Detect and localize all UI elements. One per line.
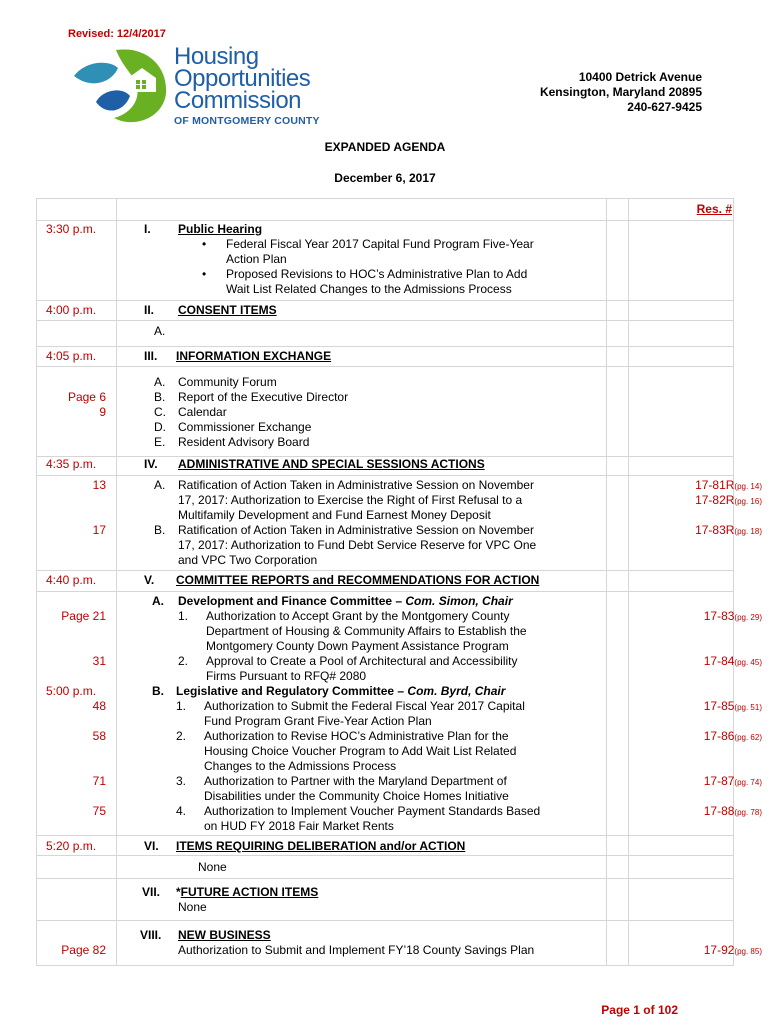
item-vii-title xyxy=(176,885,318,900)
item-i-bullet1-line2: Action Plan xyxy=(226,252,287,266)
item-vii-title-text: FUTURE ACTION ITEMS xyxy=(180,885,319,899)
item-iv-page-a: 13 xyxy=(92,478,106,492)
bullet-icon: • xyxy=(202,267,207,281)
item-v-a1-line3: Montgomery County Down Payment Assistance Program xyxy=(206,639,509,653)
item-v-page-71: 71 xyxy=(92,774,106,788)
agenda-date: December 6, 2017 xyxy=(334,171,436,185)
item-iii-label-c: C. xyxy=(154,405,166,419)
item-v-page-31: 31 xyxy=(92,654,106,668)
item-v-b4-number: 4. xyxy=(176,804,187,818)
item-iii-label-d: D. xyxy=(154,420,166,434)
item-iv-a-line2: 17, 2017: Authorization to Exercise the Right of First Refusal to a xyxy=(178,493,523,507)
res-17-83 xyxy=(652,609,762,625)
res-number: 17-83R xyxy=(695,523,735,537)
address-street: 10400 Detrick Avenue xyxy=(578,70,702,84)
item-iii-text-c: Calendar xyxy=(178,405,227,419)
res-page-ref: (pg. 74) xyxy=(734,778,762,787)
res-number: 17-88 xyxy=(703,804,735,818)
item-v-a2-line2: Firms Pursuant to RFQ# 2080 xyxy=(206,669,367,683)
item-iii-page-c: 9 xyxy=(99,405,106,419)
item-vii-number: VII. xyxy=(142,885,161,899)
res-number: 17-85 xyxy=(703,699,735,713)
item-iii-text-a: Community Forum xyxy=(178,375,277,389)
res-column-header: Res. # xyxy=(696,202,732,216)
time-iv: 4:35 p.m. xyxy=(46,457,97,471)
item-i-title: Public Hearing xyxy=(178,222,263,236)
item-iv-label-b: B. xyxy=(154,523,166,537)
logo-leaf-icon xyxy=(66,46,176,128)
item-vii-none: None xyxy=(178,900,207,914)
item-ii-title: CONSENT ITEMS xyxy=(178,303,277,317)
item-iii-text-d: Commissioner Exchange xyxy=(178,420,312,434)
item-v-b3-line2: Disabilities under the Community Choice Homes Initiative xyxy=(204,789,509,803)
res-number: 17-81R xyxy=(695,478,735,492)
item-iii-page-b: Page 6 xyxy=(67,390,106,404)
committee-chair: Com. Simon, Chair xyxy=(405,594,513,608)
logo-line-opportunities: Opportunities xyxy=(174,65,311,92)
item-iii-label-b: B. xyxy=(154,390,166,404)
item-v-a1-line2: Department of Housing & Community Affairs to Establish the xyxy=(206,624,527,638)
item-iii-number: III. xyxy=(144,349,158,363)
item-iii-label-a: A. xyxy=(154,375,166,389)
time-i: 3:30 p.m. xyxy=(46,222,97,236)
logo-subtitle: OF MONTGOMERY COUNTY xyxy=(174,115,320,127)
agenda-table xyxy=(36,198,762,966)
item-iv-label-a: A. xyxy=(154,478,166,492)
item-v-b1-line2: Fund Program Grant Five-Year Action Plan xyxy=(204,714,432,728)
item-v-b4-line1: Authorization to Implement Voucher Payment Standards Based xyxy=(204,804,541,818)
item-v-label-a: A. xyxy=(152,594,164,608)
item-v-b1-line1: Authorization to Submit the Federal Fiscal Year 2017 Capital xyxy=(204,699,525,713)
item-v-b4-line2: on HUD FY 2018 Fair Market Rents xyxy=(204,819,394,833)
time-vi: 5:20 p.m. xyxy=(46,839,97,853)
item-iv-a-line1: Ratification of Action Taken in Administrative Session on November xyxy=(178,478,534,492)
revised-date: Revised: 12/4/2017 xyxy=(68,28,166,40)
item-v-page-58: 58 xyxy=(92,729,106,743)
item-ii-a: A. xyxy=(154,324,166,338)
item-iv-title: ADMINISTRATIVE AND SPECIAL SESSIONS ACTIONS xyxy=(178,457,485,471)
item-iv-page-b: 17 xyxy=(92,523,106,537)
page-number: Page 1 of 102 xyxy=(601,1003,678,1017)
item-v-a2-line1: Approval to Create a Pool of Architectural and Accessibility xyxy=(206,654,518,668)
item-v-b2-line3: Changes to the Admissions Process xyxy=(204,759,397,773)
item-v-number: V. xyxy=(144,573,155,587)
item-v-b2-line2: Housing Choice Voucher Program to Add Wait List Related xyxy=(204,744,517,758)
item-i-bullet2-line1: Proposed Revisions to HOC’s Administrative Plan to Add xyxy=(226,267,528,281)
bullet-icon: • xyxy=(202,237,207,251)
time-v: 4:40 p.m. xyxy=(46,573,97,587)
item-iii-text-e: Resident Advisory Board xyxy=(178,435,310,449)
item-i-bullet2-line2: Wait List Related Changes to the Admissions Process xyxy=(226,282,512,296)
page-title: EXPANDED AGENDA xyxy=(324,140,446,154)
res-17-82r xyxy=(652,493,762,509)
item-v-a1-line1: Authorization to Accept Grant by the Montgomery County xyxy=(206,609,510,623)
res-page-ref: (pg. 14) xyxy=(734,482,762,491)
item-v-b3-line1: Authorization to Partner with the Maryland Department of xyxy=(204,774,507,788)
hoc-logo xyxy=(66,43,356,127)
item-v-title: COMMITTEE REPORTS and RECOMMENDATIONS FOR ACTION xyxy=(176,573,540,587)
res-page-ref: (pg. 51) xyxy=(734,703,762,712)
res-17-81r xyxy=(652,478,762,494)
logo-line-commission: Commission xyxy=(174,87,302,114)
res-page-ref: (pg. 45) xyxy=(734,658,762,667)
item-v-b2-number: 2. xyxy=(176,729,187,743)
time-ii: 4:00 p.m. xyxy=(46,303,97,317)
res-17-87 xyxy=(652,774,762,790)
committee-chair: Com. Byrd, Chair xyxy=(407,684,506,698)
res-17-83r xyxy=(652,523,762,539)
item-v-a-heading xyxy=(178,594,513,609)
res-number: 17-86 xyxy=(703,729,735,743)
time-iii: 4:05 p.m. xyxy=(46,349,97,363)
committee-name: Development and Finance Committee – xyxy=(178,594,406,608)
logo-line-housing: Housing xyxy=(174,43,259,70)
res-number: 17-92 xyxy=(703,943,735,957)
res-page-ref: (pg. 78) xyxy=(734,808,762,817)
item-iii-text-b: Report of the Executive Director xyxy=(178,390,349,404)
res-page-ref: (pg. 29) xyxy=(734,613,762,622)
item-viii-title: NEW BUSINESS xyxy=(178,928,271,942)
asterisk: * xyxy=(176,885,181,899)
item-v-b3-number: 3. xyxy=(176,774,187,788)
address-phone: 240-627-9425 xyxy=(627,100,702,114)
item-v-b2-line1: Authorization to Revise HOC’s Administrative Plan for the xyxy=(204,729,509,743)
item-iv-b-line3: and VPC Two Corporation xyxy=(178,553,318,567)
item-vi-number: VI. xyxy=(144,839,159,853)
item-iii-label-e: E. xyxy=(154,435,166,449)
item-iii-title: INFORMATION EXCHANGE xyxy=(176,349,332,363)
res-number: 17-82R xyxy=(695,493,735,507)
res-17-86 xyxy=(652,729,762,745)
item-v-page-75: 75 xyxy=(92,804,106,818)
address-city: Kensington, Maryland 20895 xyxy=(539,85,702,99)
item-i-number: I. xyxy=(144,222,151,236)
res-page-ref: (pg. 85) xyxy=(734,947,762,956)
item-viii-text: Authorization to Submit and Implement FY’18 County Savings Plan xyxy=(178,943,535,957)
res-page-ref: (pg. 18) xyxy=(734,527,762,536)
res-17-84 xyxy=(652,654,762,670)
res-17-92 xyxy=(652,943,762,959)
item-iv-a-line3: Multifamily Development and Fund Earnest Money Deposit xyxy=(178,508,491,522)
item-v-a2-number: 2. xyxy=(178,654,189,668)
item-vi-none: None xyxy=(198,860,227,874)
item-iv-number: IV. xyxy=(144,457,158,471)
item-viii-page: Page 82 xyxy=(61,943,106,957)
res-17-85 xyxy=(652,699,762,715)
item-v-page-48: 48 xyxy=(92,699,106,713)
res-number: 17-84 xyxy=(703,654,735,668)
item-v-label-b: B. xyxy=(152,684,164,698)
item-viii-number: VIII. xyxy=(140,928,162,942)
item-ii-number: II. xyxy=(144,303,155,317)
res-17-88 xyxy=(652,804,762,820)
item-i-bullet1-line1: Federal Fiscal Year 2017 Capital Fund Program Five-Year xyxy=(226,237,534,251)
item-v-b1-number: 1. xyxy=(176,699,187,713)
item-v-b-heading xyxy=(176,684,505,699)
item-vi-title: ITEMS REQUIRING DELIBERATION and/or ACTION xyxy=(176,839,466,853)
item-iv-b-line2: 17, 2017: Authorization to Fund Debt Service Reserve for VPC One xyxy=(178,538,537,552)
address-block xyxy=(540,70,702,115)
res-number: 17-87 xyxy=(703,774,735,788)
res-page-ref: (pg. 62) xyxy=(734,733,762,742)
time-v-b: 5:00 p.m. xyxy=(46,684,97,698)
item-v-a1-number: 1. xyxy=(178,609,189,623)
res-number: 17-83 xyxy=(703,609,735,623)
res-page-ref: (pg. 16) xyxy=(734,497,762,506)
committee-name: Legislative and Regulatory Committee – xyxy=(176,684,408,698)
item-iv-b-line1: Ratification of Action Taken in Administrative Session on November xyxy=(178,523,534,537)
item-v-page-21: Page 21 xyxy=(61,609,106,623)
